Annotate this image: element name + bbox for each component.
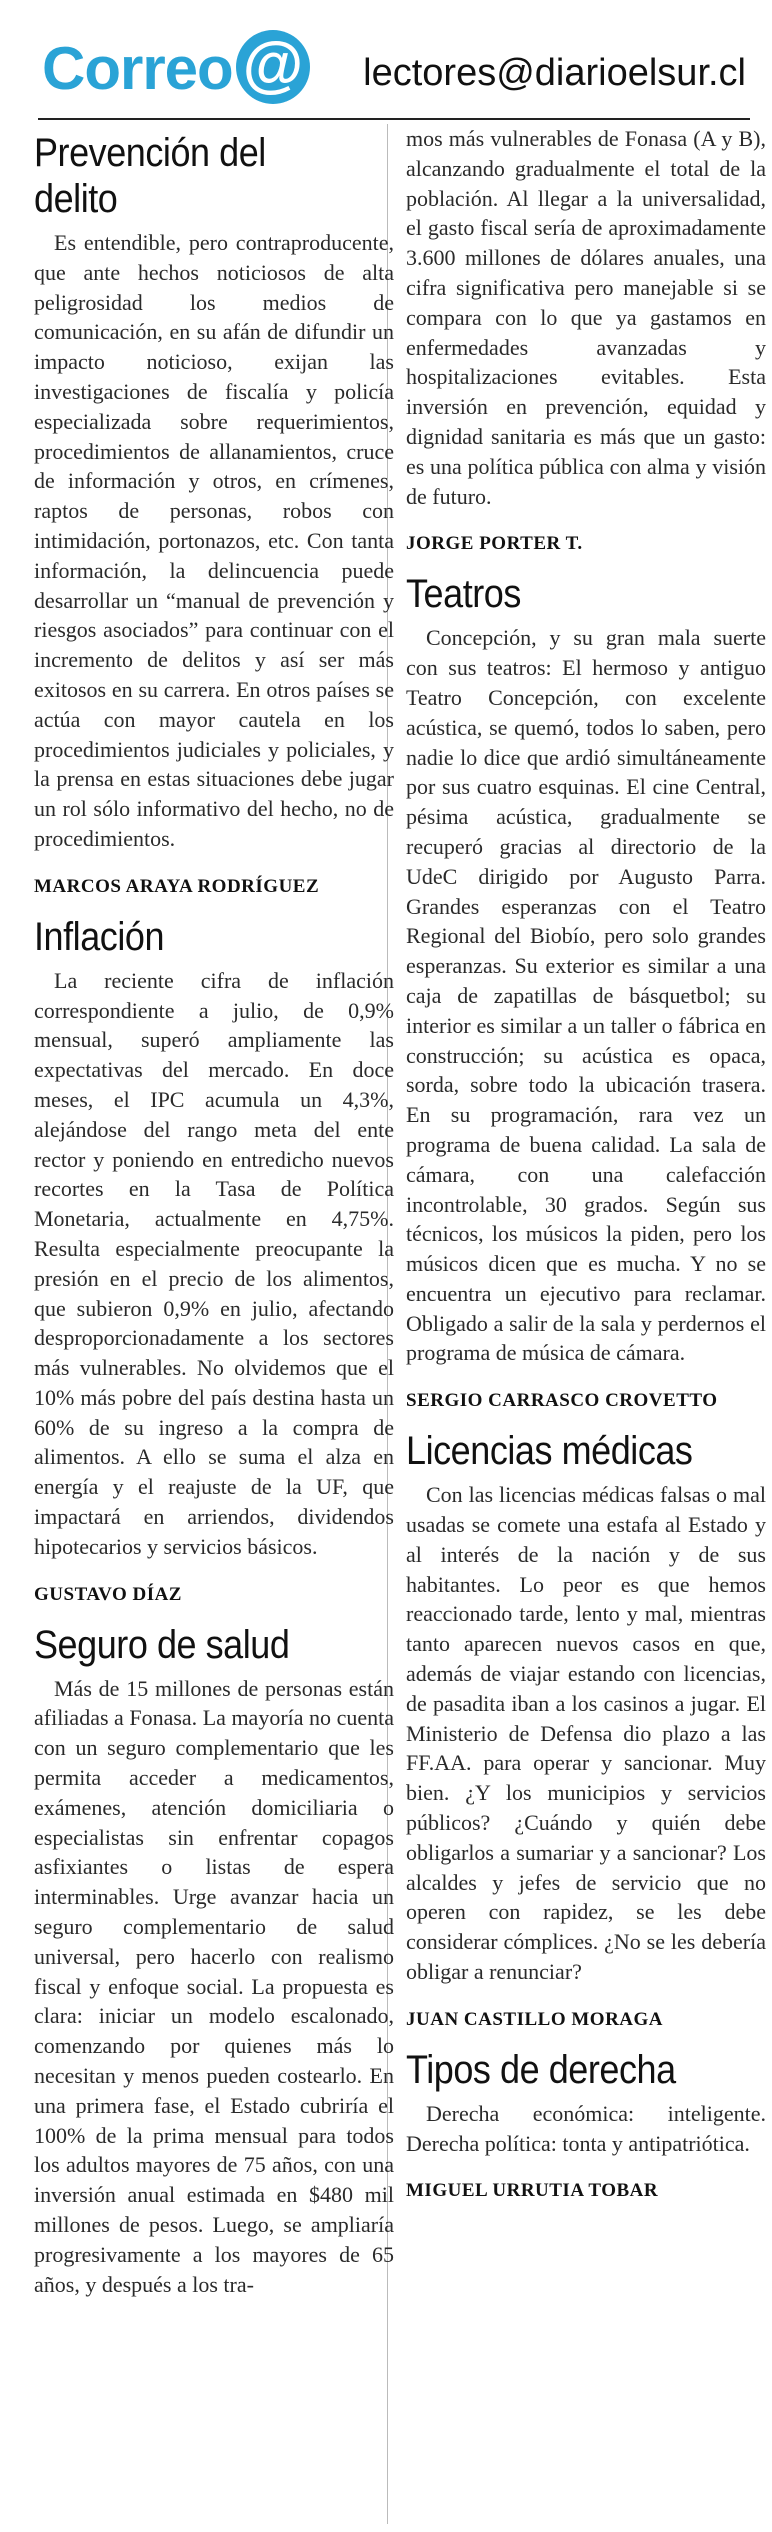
letter-author: JORGE PORTER T. bbox=[406, 533, 583, 555]
letter-author: SERGIO CARRASCO CROVETTO bbox=[406, 1390, 718, 1412]
letter-body: Concepción, y su gran mala suerte con sus teatros: El hermoso y antiguo Teatro Concepción, con excelente acústica, se quemó, todos lo saben, pero nadie lo dice que ardió simultáneamente por sus cuatro esquinas. El cine Central, pésima acústica, gradualmente se recuperó gracias al directorio de la UdeC dirigido por Augusto Parra. Grandes esperanzas con el Teatro Regional del Biobío, pero solo grandes esperanzas. Su exterior es similar a una caja de zapatillas de básquetbol; su interior es similar a un taller o fábrica en construcción; su acústica es opaca, sorda, sobre todo la ubicación trasera. En su programación, rara vez un programa de buena calidad. La sala de cámara, con una calefacción incontrolable, 30 grados. Según sus técnicos, los músicos la piden, pero los músicos dicen que es mucha. Y no se encuentra un ejecutivo para reclamar. Obligado a salir de la sala y perdernos el programa de música de cámara. bbox=[406, 625, 766, 1366]
letter-author: MARCOS ARAYA RODRÍGUEZ bbox=[34, 875, 320, 897]
letter-seguro-salud bbox=[34, 1622, 394, 2300]
letter-body: La reciente cifra de inflación correspondiente a julio, de 0,9% mensual, superó ampliamente las expectativas del mercado. En doce meses, el IPC acumula un 4,3%, alejándose del rango meta del ente rector y poniendo en entredicho nuevos recortes en la Tasa de Política Monetaria, actualmente en 4,75%. Resulta especialmente preocupante la presión en el precio de los alimentos, que subieron 0,9% en julio, afectando desproporcionadamente a los sectores más vulnerables. No olvidemos que el 10% más pobre del país destina hasta un 60% de su ingreso a la compra de alimentos. A ello se suma el alza en energía y el reajuste de la UF, que impactará en arriendos, dividendos hipotecarios y servicios básicos. bbox=[34, 967, 394, 1559]
right-column bbox=[406, 124, 766, 2218]
letter-body: Derecha económica: inteligente. Derecha política: tonta y antipatriótica. bbox=[406, 2100, 766, 2156]
letter-title: Prevención del delito bbox=[34, 131, 266, 221]
letter-body: Con las licencias médicas falsas o mal usadas se comete una estafa al Estado y al interés de la nación y de sus habitantes. Lo peor es que hemos reaccionado tarde, lento y mal, mientras tanto aparecen nuevos casos en que, además de viajar estando con licencias, de pasadita iban a los casinos a jugar. El Ministerio de Defensa dio plazo a las FF.AA. para operar y sancionar. Muy bien. ¿Y los municipios y servicios públicos? ¿Cuándo y quién debe obligarlos a sumariar y a sancionar? Los alcaldes y jefes de servicio que no operen con rapidez, se les debe considerar cómplices. ¿No se les debería obligar a renunciar? bbox=[406, 1482, 766, 1985]
section-title: Correo bbox=[42, 35, 233, 102]
contact-email[interactable]: lectores@diarioelsur.cl bbox=[363, 52, 746, 94]
letter-body: Es entendible, pero contraproducente, que ante hechos noticiosos de alta peligrosidad los medios de comunicación, en su afán de difundir un impacto noticioso, exijan las investigaciones de fiscalía y policía especializada sobre requerimientos, procedimientos de allanamientos, cruce de información y otros, en crímenes, raptos de personas, robos con intimidación, portonazos, etc. Con tanta información, la delincuencia puede desarrollar un “manual de prevención y riesgos asociados” para continuar con el incremento de delitos y así ser más exitosos en su carrera. En otros países se actúa con mayor cautela en los procedimientos judiciales y policiales, y la prensa en estas situaciones debe jugar un rol sólo informativo del hecho, no de procedimientos. bbox=[34, 230, 394, 851]
left-column bbox=[34, 124, 394, 2299]
letter-prevencion bbox=[34, 130, 394, 898]
letter-inflacion bbox=[34, 914, 394, 1606]
at-icon: @ bbox=[236, 30, 310, 104]
page-header bbox=[0, 0, 772, 120]
letter-tipos-derecha bbox=[406, 2047, 766, 2203]
letter-title: Seguro de salud bbox=[34, 1622, 290, 1667]
letter-body-continued: mos más vulnerables de Fonasa (A y B), alcanzando gradualmente el total de la población. Al llegar a la universalidad, el gasto fiscal sería de aproximadamente 3.600 millones de dólares anuales, una cifra significativa pero manejable si se compara con lo que ya gastamos en enfermedades avanzadas y hospitalizaciones evitables. Esta inversión en prevención, equidad y dignidad sanitaria es más que un gasto: es una política pública con alma y visión de futuro. bbox=[406, 126, 766, 509]
letter-author: JUAN CASTILLO MORAGA bbox=[406, 2008, 664, 2030]
letter-title: Teatros bbox=[406, 572, 521, 617]
letter-teatros bbox=[406, 571, 766, 1412]
letter-title: Licencias médicas bbox=[406, 1429, 693, 1474]
letter-author: MIGUEL URRUTIA TOBAR bbox=[406, 2180, 659, 2202]
letter-licencias bbox=[406, 1428, 766, 2031]
header-divider bbox=[38, 118, 750, 120]
letter-body: Más de 15 millones de personas están afiliadas a Fonasa. La mayoría no cuenta con un seguro complementario que les permita acceder a medicamentos, exámenes, atención domiciliaria o especialistas sin enfrentar copagos asfixiantes o listas de espera interminables. Urge avanzar hacia un seguro complementario de salud universal, pero hacerlo con realismo fiscal y enfoque social. La propuesta es clara: iniciar un modelo escalonado, comenzando por quienes más lo necesitan y menos pueden costearlo. En una primera fase, el Estado cubriría el 100% de la prima mensual para todos los adultos mayores de 75 años, con una inversión anual estimada en $480 mil millones de pesos. Luego, se ampliaría progresivamente a los mayores de 65 años, y después a los tra- bbox=[34, 1675, 394, 2297]
letter-title: Tipos de derecha bbox=[406, 2047, 676, 2092]
letter-seguro-salud-continued bbox=[406, 124, 766, 555]
letter-author: GUSTAVO DÍAZ bbox=[34, 1583, 182, 1605]
letter-title: Inflación bbox=[34, 914, 165, 959]
